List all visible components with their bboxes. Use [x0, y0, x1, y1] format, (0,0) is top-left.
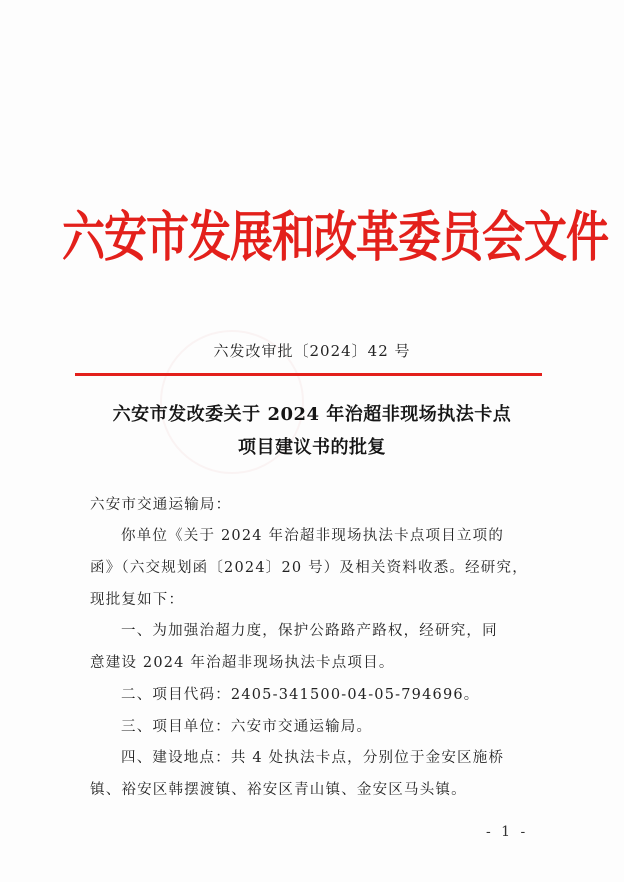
document-title-line-1: 六安市发改委关于 2024 年治超非现场执法卡点 [112, 404, 512, 425]
document-number: 六发改审批〔2024〕42 号 [213, 342, 411, 360]
document-title-line-2: 项目建议书的批复 [238, 437, 386, 458]
paragraph-1-line-3: 现批复如下： [90, 592, 185, 608]
item-1-line-2: 意建设 2024 年治超非现场执法卡点项目。 [90, 655, 395, 671]
paragraph-1-line-1: 你单位《关于 2024 年治超非现场执法卡点项目立项的 [121, 528, 505, 544]
red-divider-line [75, 373, 542, 376]
item-4-line-1: 四、建设地点：共 4 处执法卡点，分别位于金安区施桥 [121, 750, 505, 766]
page-number: - 1 - [486, 824, 529, 840]
masthead-title: 六安市发展和改革委员会文件 [62, 206, 608, 270]
item-3-project-unit: 三、项目单位：六安市交通运输局。 [121, 719, 373, 735]
item-4-line-2: 镇、裕安区韩摆渡镇、裕安区青山镇、金安区马头镇。 [90, 782, 467, 798]
item-1-line-1: 一、为加强治超力度，保护公路路产路权，经研究，同 [121, 623, 498, 639]
addressee: 六安市交通运输局： [90, 497, 232, 513]
paragraph-1-line-2: 函》（六交规划函〔2024〕20 号）及相关资料收悉。经研究， [90, 560, 528, 576]
item-2-project-code: 二、项目代码：2405-341500-04-05-794696。 [121, 687, 480, 703]
